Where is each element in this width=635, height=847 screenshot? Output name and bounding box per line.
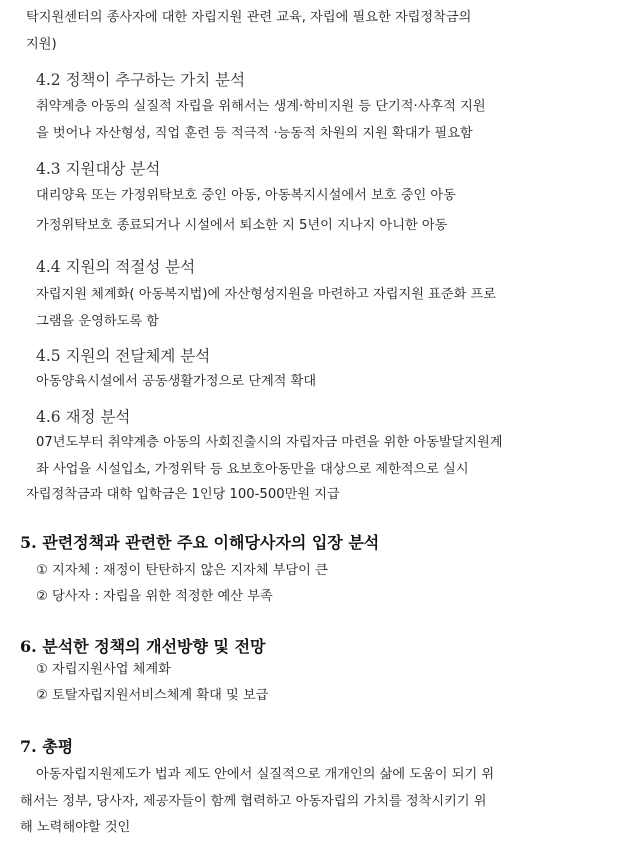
section-7-line-2: 해서는 정부, 당사자, 제공자들이 함께 협력하고 아동자립의 가치를 정착시키기 위	[20, 794, 487, 809]
section-4-6-line-1: 07년도부터 취약계층 아동의 사회진출시의 자립자금 마련을 위한 아동발달지원계	[36, 435, 503, 450]
section-4-6-title: 4.6 재정 분석	[36, 408, 131, 426]
section-4-3-title: 4.3 지원대상 분석	[36, 160, 161, 178]
section-4-4-title: 4.4 지원의 적절성 분석	[36, 258, 196, 276]
section-4-2-line-2: 을 벗어나 자산형성, 직업 훈련 등 적극적 ·능동적 차원의 지원 확대가 필요함	[36, 126, 473, 141]
section-4-4-line-2: 그램을 운영하도록 함	[36, 314, 160, 329]
section-7-title: 7. 총평	[20, 737, 74, 756]
section-7-line-3: 해 노력해야할 것인	[20, 820, 131, 835]
section-6-title: 6. 분석한 정책의 개선방향 및 전망	[20, 637, 266, 656]
section-6-item-2: ② 토탈자립지원서비스체계 확대 및 보급	[36, 688, 269, 703]
section-4-3-line-1: 대리양육 또는 가정위탁보호 중인 아동, 아동복지시설에서 보호 중인 아동	[36, 188, 456, 203]
section-4-6-line-2: 좌 사업을 시설입소, 가정위탁 등 요보호아동만을 대상으로 제한적으로 실시	[36, 462, 469, 477]
intro-line-2: 지원)	[26, 37, 57, 52]
section-5-item-2: ② 당사자 : 자립을 위한 적정한 예산 부족	[36, 589, 273, 604]
section-4-5-title: 4.5 지원의 전달체계 분석	[36, 347, 211, 365]
section-4-3-line-2: 가정위탁보호 종료되거나 시설에서 퇴소한 지 5년이 지나지 아니한 아동	[36, 218, 448, 233]
section-4-4-line-1: 자립지원 체계화( 아동복지법)에 자산형성지원을 마련하고 자립지원 표준화 프로	[36, 287, 497, 302]
section-4-5-line-1: 아동양육시설에서 공동생활가정으로 단계적 확대	[36, 374, 317, 389]
section-4-6-line-3: 자립정착금과 대학 입학금은 1인당 100-500만원 지급	[26, 487, 340, 502]
section-4-2-title: 4.2 정책이 추구하는 가치 분석	[36, 71, 246, 89]
section-4-2-line-1: 취약계층 아동의 실질적 자립을 위해서는 생계·학비지원 등 단기적·사후적 지원	[36, 99, 486, 114]
section-5-item-1: ① 지자체 : 재정이 탄탄하지 않은 지자체 부담이 큰	[36, 563, 328, 578]
intro-line-1: 탁지원센터의 종사자에 대한 자립지원 관련 교육, 자립에 필요한 자립정착금의	[26, 10, 472, 25]
section-5-title: 5. 관련정책과 관련한 주요 이해당사자의 입장 분석	[20, 533, 380, 552]
section-6-item-1: ① 자립지원사업 체계화	[36, 662, 171, 677]
section-7-line-1: 아동자립지원제도가 법과 제도 안에서 실질적으로 개개인의 삶에 도움이 되기 위	[36, 767, 495, 782]
